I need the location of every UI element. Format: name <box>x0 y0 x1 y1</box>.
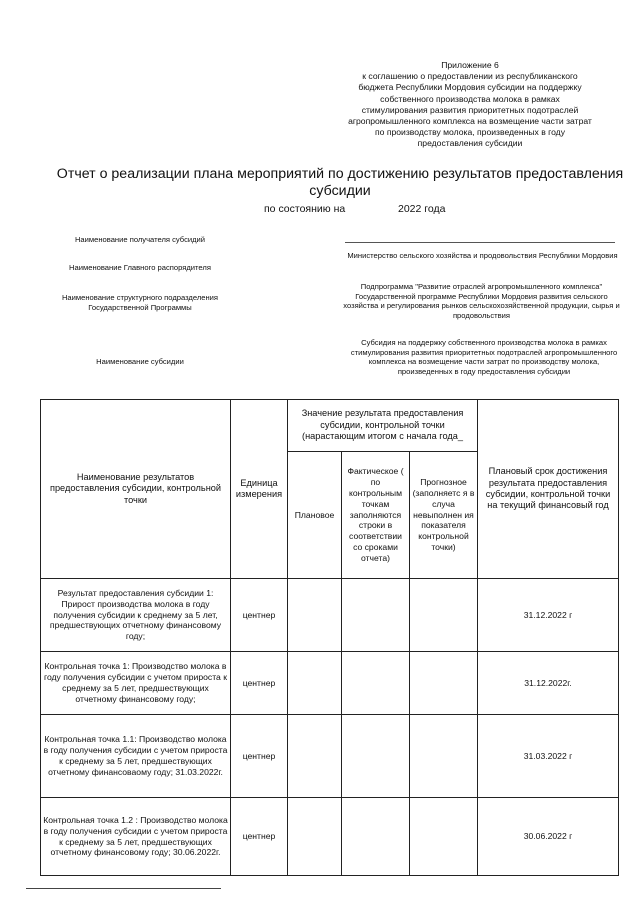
row-planned <box>288 715 342 798</box>
row-planned <box>288 579 342 652</box>
report-title-line1: Отчет о реализации плана мероприятий по достижению результатов предоставления <box>56 166 624 182</box>
report-title <box>40 166 640 200</box>
table-row <box>41 715 619 798</box>
main-manager-value: Министерство сельского хозяйства и продовольствия Республики Мордовия <box>347 251 618 260</box>
subsidy-value: Субсидия на поддержку собственного производства молока в рамках стимулирования развития приоритетных подотраслей агропромышленного комплекса на возмещение части затрат по производству молока, произведенных в году предоставления субсидии <box>350 338 618 376</box>
row-unit: центнер <box>231 715 288 798</box>
annex-line: агропромышленного комплекса на возмещение части затрат <box>348 116 592 127</box>
row-deadline: 31.03.2022 г <box>478 715 619 798</box>
main-manager-label: Наименование Главного распорядителя <box>69 263 211 272</box>
row-unit: центнер <box>231 798 288 876</box>
as-of-label: по состоянию на <box>264 203 346 215</box>
row-forecast <box>410 579 478 652</box>
row-forecast <box>410 798 478 876</box>
row-unit: центнер <box>231 579 288 652</box>
annex-line: к соглашению о предоставлении из республиканского <box>362 71 578 82</box>
table-row <box>41 652 619 715</box>
header-actual: Фактическое ( по контрольным точкам заполняются строки в соответствии со сроками отчета) <box>342 452 410 579</box>
row-unit: центнер <box>231 652 288 715</box>
row-name: Контрольная точка 1.1: Производство молока в году получения субсидии с учетом прироста к среднему за 5 лет, предшествующих отчетному финансоваому году; 31.03.2022г. <box>41 715 231 798</box>
annex-line: по производству молока, произведенных в году <box>375 127 565 138</box>
footnote-divider <box>26 888 221 889</box>
header-unit: Единица измерения <box>231 400 288 579</box>
table-row <box>41 579 619 652</box>
row-deadline: 31.12.2022г. <box>478 652 619 715</box>
row-name: Результат предоставления субсидии 1: Прирост производства молока в году получения субсидии к среднему за 5 лет, предшествующих отчетному финансовому году; <box>41 579 231 652</box>
annex-line: стимулирования развития приоритетных подотраслей <box>361 104 579 115</box>
as-of-line <box>264 203 446 215</box>
row-actual <box>342 798 410 876</box>
annex-line: Приложение 6 <box>441 60 499 70</box>
table-header-row <box>41 400 619 452</box>
annex-line: предоставления субсидии <box>417 138 523 149</box>
year-label: 2022 года <box>398 203 446 215</box>
division-value: Подпрограмма "Развитие отраслей агропромышленного комплекса" Государственной программе Республики Мордовия развития сельского хозяйства и регулирования рынков сельскохозяйственной продукции, сырья и продовольствия <box>343 282 620 320</box>
row-actual <box>342 579 410 652</box>
row-forecast <box>410 652 478 715</box>
row-name: Контрольная точка 1: Производство молока в году получения субсидии с учетом прироста к среднему за 5 лет, предшествующих отчетному финансовому году; <box>41 652 231 715</box>
annex-line: собственного производства молока в рамках <box>380 93 560 104</box>
row-actual <box>342 652 410 715</box>
header-planned: Плановое <box>288 452 342 579</box>
row-deadline: 31.12.2022 г <box>478 579 619 652</box>
header-name: Наименование результатов предоставления субсидии, контрольной точки <box>41 400 231 579</box>
row-planned <box>288 652 342 715</box>
recipient-underline <box>345 242 615 243</box>
row-deadline: 30.06.2022 г <box>478 798 619 876</box>
header-value-group: Значение результата предоставления субсидии, контрольной точки (нарастающим итогом с начала года_ <box>288 400 478 452</box>
row-actual <box>342 715 410 798</box>
report-title-line2: субсидии <box>309 183 371 199</box>
division-label: Наименование структурного подразделения Государственной Программы <box>61 293 219 312</box>
row-name: Контрольная точка 1.2 : Производство молока в году получения субсидии с учетом прироста к среднему за 5 лет, предшествующих отчетному финансовому году; 30.06.2022г. <box>41 798 231 876</box>
subsidy-label: Наименование субсидии <box>96 357 184 366</box>
header-forecast: Прогнозное (заполняетс я в случа невыполнен ия показателя контрольной точки) <box>410 452 478 579</box>
annex-header <box>330 60 610 150</box>
row-planned <box>288 798 342 876</box>
table-row <box>41 798 619 876</box>
annex-line: бюджета Республики Мордовия субсидии на поддержку <box>358 82 582 93</box>
recipient-label: Наименование получателя субсидий <box>74 235 206 244</box>
header-deadline: Плановый срок достижения результата предоставления субсидии, контрольной точки на текущий финансовый год <box>478 400 619 579</box>
row-forecast <box>410 715 478 798</box>
results-table <box>40 399 619 876</box>
